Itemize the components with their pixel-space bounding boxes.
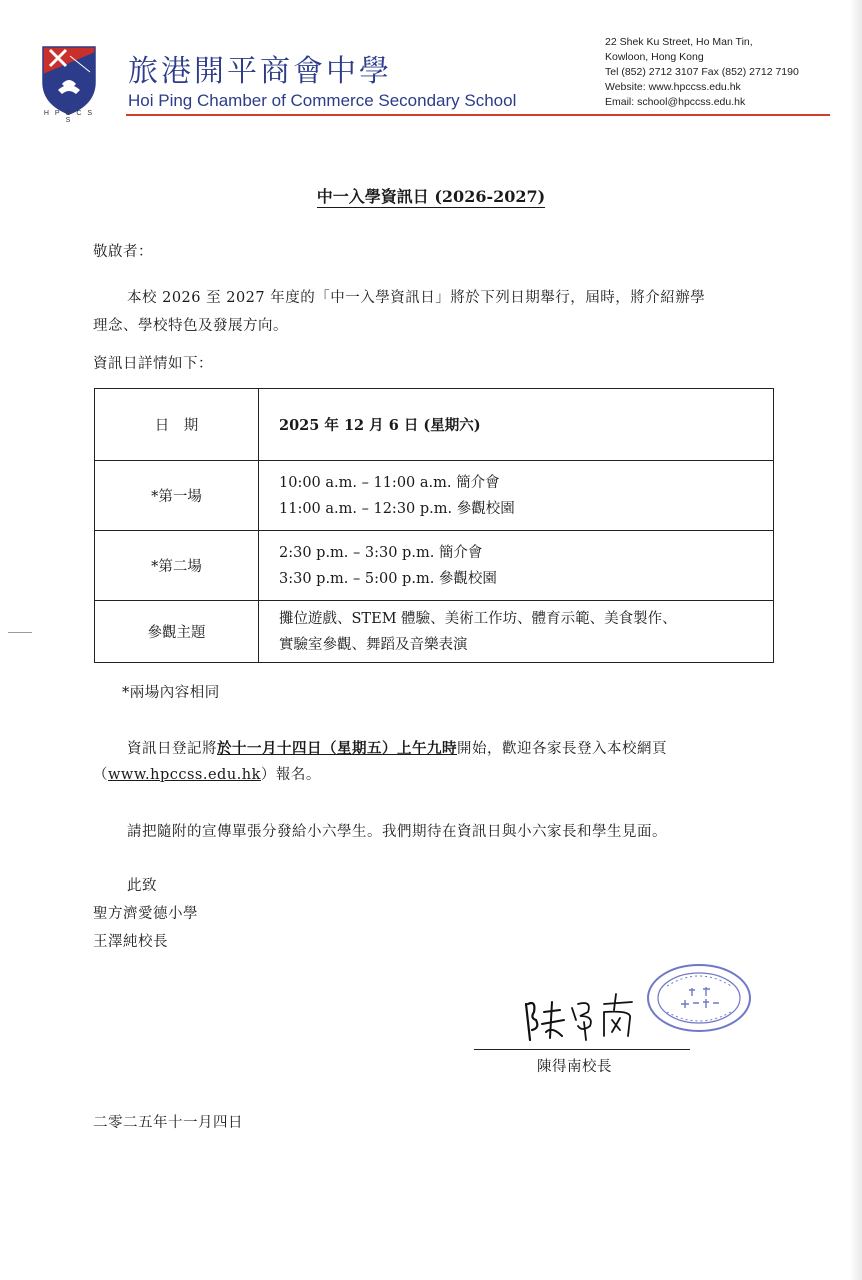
letter-title: 中一入學資訊日 (2026-2027) [316, 187, 546, 206]
letterhead-rule [126, 114, 830, 116]
session-2-label: *第二場 [95, 531, 259, 601]
session-2-briefing: 2:30 p.m. – 3:30 p.m. 簡介會 [279, 544, 483, 561]
signatory-name: 陳得南校長 [537, 1059, 612, 1075]
contact-block [605, 35, 799, 110]
letter-title-wrap [0, 184, 862, 207]
session-1-label: *第一場 [95, 461, 259, 531]
tel-fax: Tel (852) 2712 3107 Fax (852) 2712 7190 [605, 66, 799, 78]
address-line-2: Kowloon, Hong Kong [605, 51, 704, 63]
session-1-briefing: 10:00 a.m. – 11:00 a.m. 簡介會 [279, 474, 500, 491]
registration-line-1 [127, 737, 667, 758]
registration-suffix: 開始，歡迎各家長登入本校網頁 [457, 741, 667, 757]
footnote: *兩場內容相同 [122, 685, 220, 701]
salutation: 敬啟者： [93, 244, 153, 260]
session-1-times [259, 461, 774, 531]
website-text: Website: www.hpccss.edu.hk [605, 81, 741, 93]
address-line-1: 22 Shek Ku Street, Ho Man Tin, [605, 36, 753, 48]
signature-line [474, 1049, 690, 1050]
punch-mark [8, 632, 32, 633]
registration-time: 於十一月十四日（星期五）上午九時 [217, 740, 457, 757]
themes-list [259, 601, 774, 663]
school-seal-stamp [645, 962, 753, 1034]
info-day-table [94, 388, 774, 663]
school-name-english: Hoi Ping Chamber of Commerce Secondary School [128, 91, 517, 110]
themes-line-1: 攤位遊戲、STEM 體驗、美術工作坊、體育示範、美食製作、 [279, 610, 677, 627]
recipient-principal: 王澤純校長 [93, 934, 168, 950]
registration-prefix: 資訊日登記將 [127, 741, 217, 757]
themes-line-2: 實驗室參觀、舞蹈及音樂表演 [279, 636, 468, 653]
intro-line-2: 理念、學校特色及發展方向。 [93, 318, 288, 334]
session-1-tour: 11:00 a.m. – 12:30 p.m. 參觀校園 [279, 500, 515, 517]
themes-label: 參觀主題 [95, 601, 259, 663]
logo-caption: H P C C S S [43, 110, 95, 124]
intro-line-1: 本校 2026 至 2027 年度的「中一入學資訊日」將於下列日期舉行，屆時，將介紹辦學 [127, 290, 706, 306]
table-row-date [95, 389, 774, 461]
school-website-link[interactable]: www.hpccss.edu.hk [108, 767, 261, 783]
table-row-session-1 [95, 461, 774, 531]
principal-signature [520, 990, 640, 1046]
school-name-chinese: 旅港開平商會中學 [128, 54, 392, 89]
school-crest-logo [40, 44, 98, 116]
registration-line-2 [93, 763, 321, 784]
table-row-themes [95, 601, 774, 663]
session-2-tour: 3:30 p.m. – 5:00 p.m. 參觀校園 [279, 570, 497, 587]
date-value: 2025 年 12 月 6 日 (星期六) [259, 389, 774, 461]
email-text: Email: school@hpccss.edu.hk [605, 96, 746, 108]
flyer-paragraph: 請把隨附的宣傳單張分發給小六學生。我們期待在資訊日與小六家長和學生見面。 [127, 824, 667, 840]
letter-date: 二零二五年十一月四日 [93, 1115, 243, 1131]
url-open-paren: （ [93, 767, 108, 783]
registration-end: ）報名。 [260, 767, 321, 783]
details-intro: 資訊日詳情如下： [93, 356, 213, 372]
date-label: 日 期 [95, 389, 259, 461]
session-2-times [259, 531, 774, 601]
closing: 此致 [127, 878, 157, 894]
recipient-school: 聖方濟愛德小學 [93, 906, 198, 922]
table-row-session-2 [95, 531, 774, 601]
